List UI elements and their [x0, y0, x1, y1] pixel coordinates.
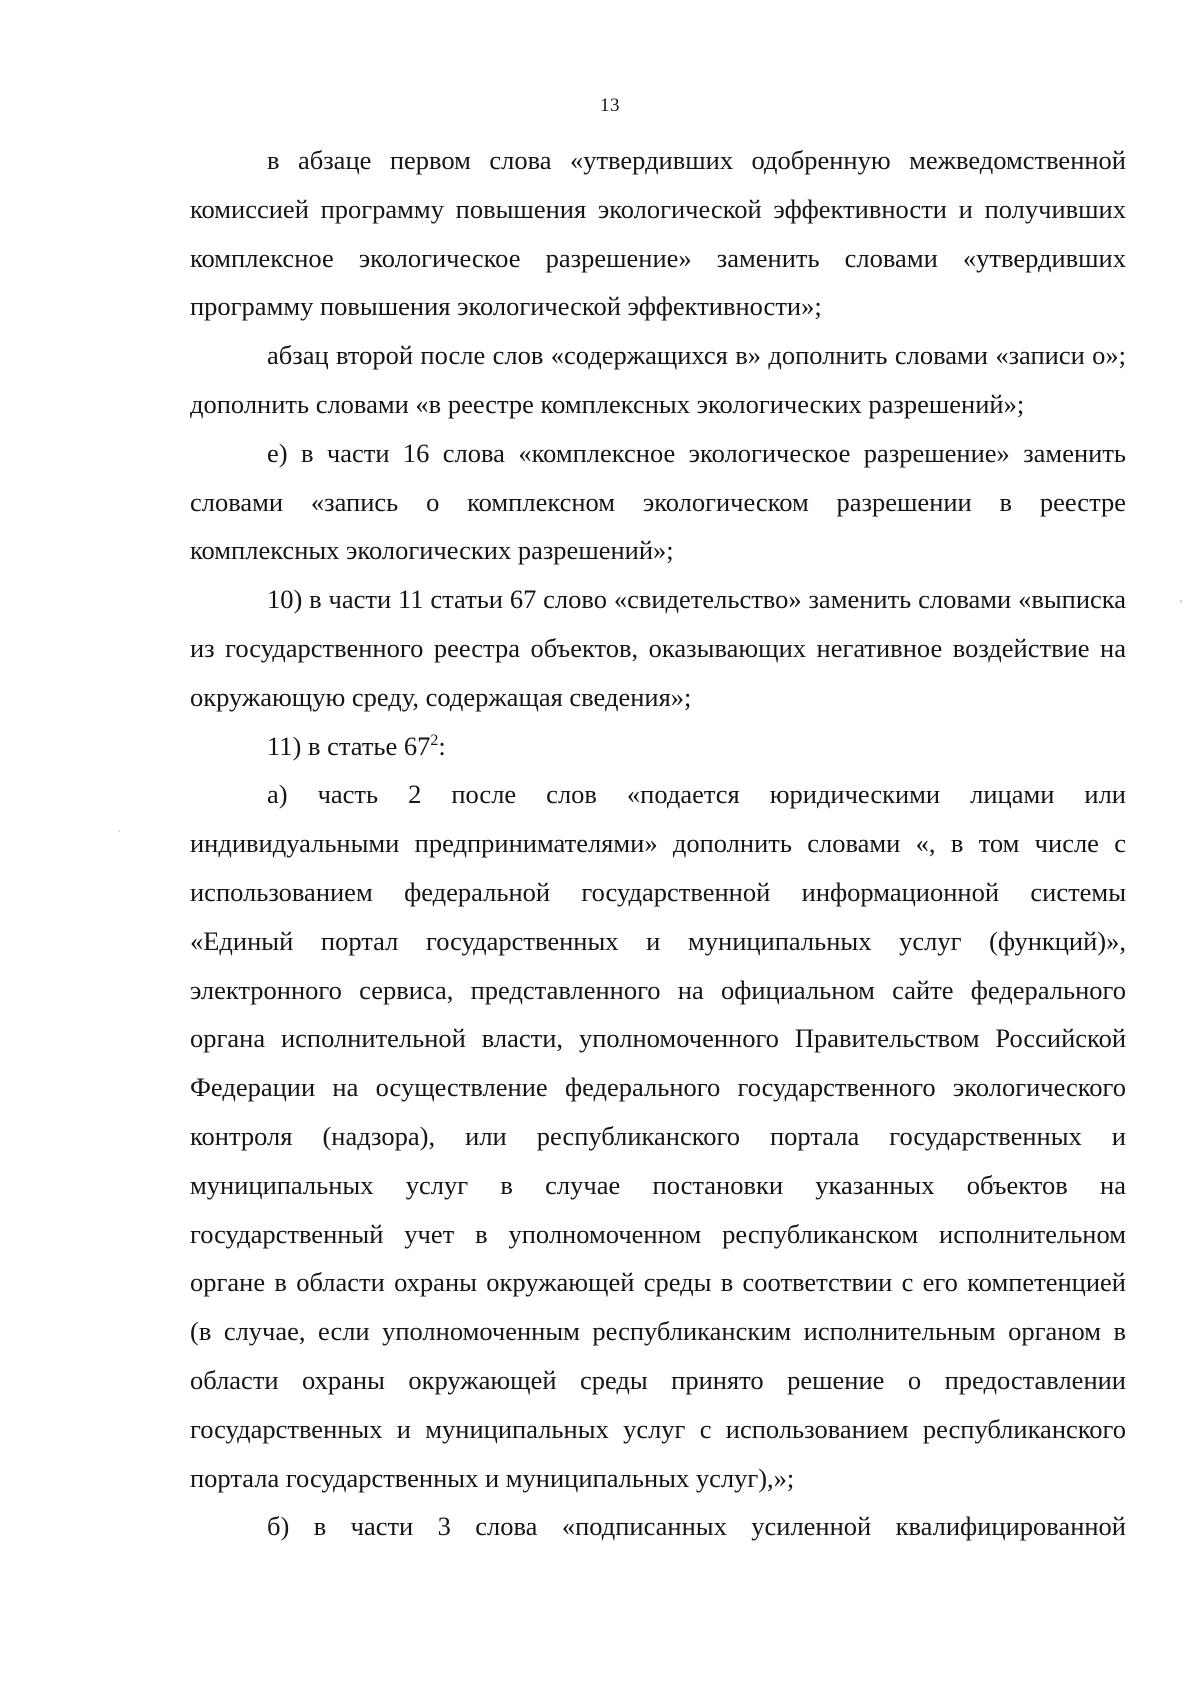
- item-11-colon: :: [438, 730, 446, 761]
- paragraph-item-a: а) часть 2 после слов «подается юридическими лицами или индивидуальными предпринимателями» дополнить словами «, в том числе с использованием федеральной государственной информационной системы «Единый портал государственных и муниципальных услуг (функций)», электронного сервиса, представленного на официальном сайте федерального органа исполнительной власти, уполномоченного Правительством Российской Федерации на осуществление федерального государственного экологического контроля (надзора), или республиканского портала государственных и муниципальных услуг в случае постановки указанных объектов на государственный учет в уполномоченном республиканском исполнительном органе в области охраны окружающей среды в соответствии с его компетенцией (в случае, если уполномоченным республиканским исполнительным органом в области охраны окружающей среды принято решение о предоставлении государственных и муниципальных услуг с использованием республиканского портала государственных и муниципальных услуг),»;: [190, 779, 1126, 1493]
- scan-speck: [1180, 600, 1182, 603]
- paragraph-item-11: [190, 722, 1126, 771]
- paragraph-abzac-vtoroj: абзац второй после слов «содержащихся в» дополнить словами «записи о»; дополнить словами «в реестре комплексных экологических разрешений»;: [190, 340, 1126, 419]
- document-body: [190, 136, 1126, 1551]
- paragraph-item-b: б) в части 3 слова «подписанных усиленной квалифицированной: [267, 1511, 1126, 1542]
- scan-speck: [118, 830, 120, 832]
- item-11-text: 11) в статье 67: [267, 730, 431, 761]
- paragraph-item-10: 10) в части 11 статьи 67 слово «свидетельство» заменить словами «выписка из государственного реестра объектов, оказывающих негативное воздействие на окружающую среду, содержащая сведения»;: [190, 584, 1126, 712]
- article-superscript: 2: [430, 731, 439, 749]
- paragraph-item-e: е) в части 16 слова «комплексное экологическое разрешение» заменить словами «запись о комплексном экологическом разрешении в реестре комплексных экологических разрешений»;: [190, 437, 1126, 566]
- paragraph-abzac-pervyj: в абзаце первом слова «утвердивших одобренную межведомственной комиссией программу повышения экологической эффективности и получивших комплексное экологическое разрешение» заменить словами «утвердивших программу повышения экологической эффективности»;: [190, 145, 1126, 322]
- page-number: 13: [600, 95, 620, 116]
